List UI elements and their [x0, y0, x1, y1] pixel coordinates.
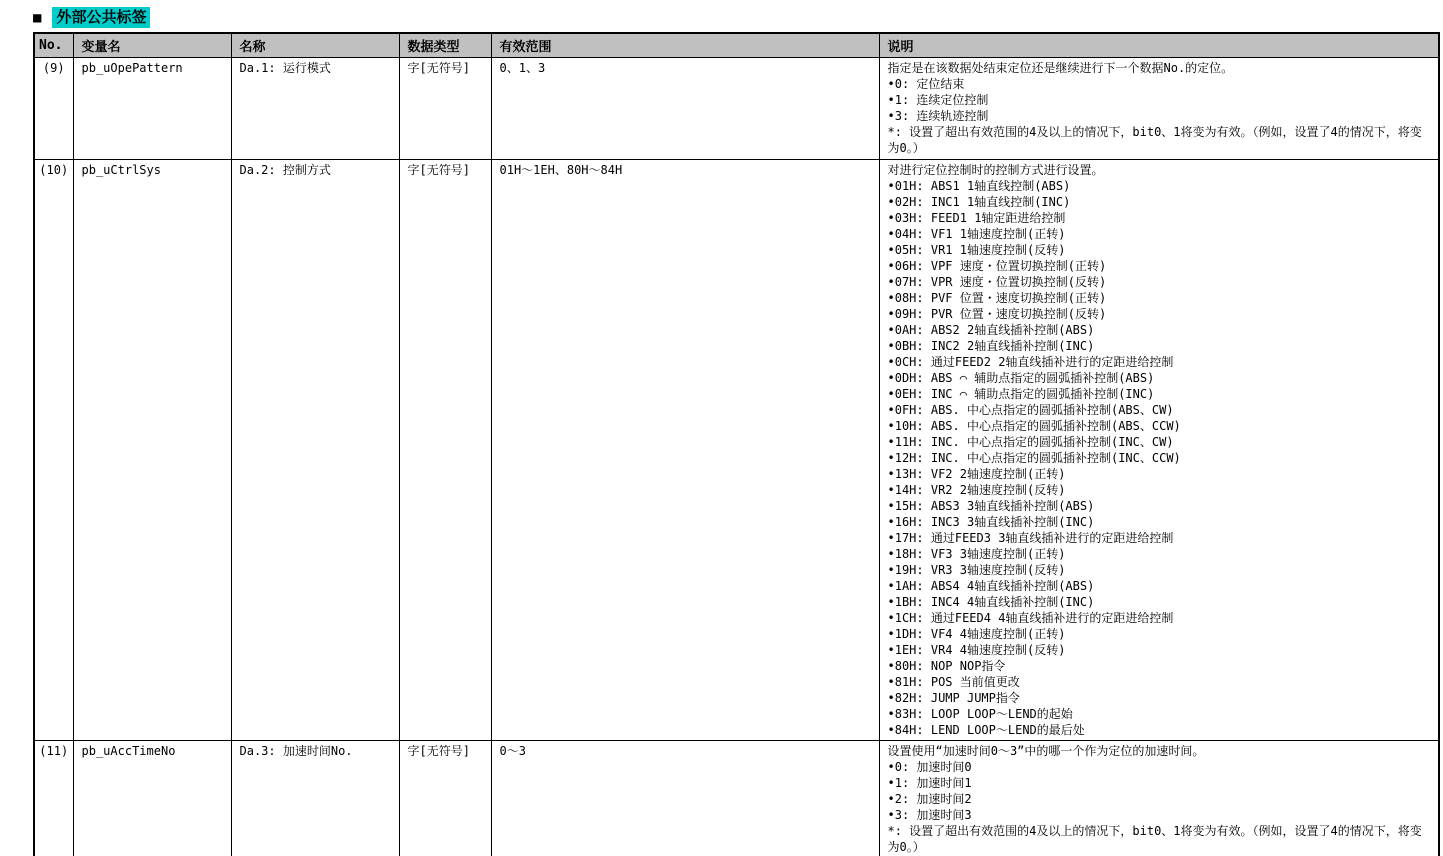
description-line: •19H: VR3 3轴速度控制(反转) [887, 563, 1066, 577]
cell-name: Da.1: 运行模式 [231, 58, 399, 160]
description-line: •0FH: ABS. 中心点指定的圆弧插补控制(ABS、CW) [887, 403, 1174, 417]
description-line: •10H: ABS. 中心点指定的圆弧插补控制(ABS、CCW) [887, 419, 1181, 433]
description-line: •1EH: VR4 4轴速度控制(反转) [887, 643, 1066, 657]
description-line: •05H: VR1 1轴速度控制(反转) [887, 243, 1066, 257]
cell-no: (11) [34, 741, 73, 856]
description-line: •1: 加速时间1 [887, 776, 972, 790]
cell-description [879, 741, 1439, 856]
table-row [34, 58, 1439, 160]
description-line: •02H: INC1 1轴直线控制(INC) [887, 195, 1071, 209]
cell-name: Da.3: 加速时间No. [231, 741, 399, 856]
description-line: •16H: INC3 3轴直线插补控制(INC) [887, 515, 1095, 529]
description-line: •80H: NOP NOP指令 [887, 659, 1006, 673]
description-line: •18H: VF3 3轴速度控制(正转) [887, 547, 1066, 561]
cell-range: 0、1、3 [491, 58, 879, 160]
description-line: •83H: LOOP LOOP～LEND的起始 [887, 707, 1073, 721]
description-line: •09H: PVR 位置・速度切换控制(反转) [887, 307, 1107, 321]
cell-name: Da.2: 控制方式 [231, 160, 399, 741]
description-line: •17H: 通过FEED3 3轴直线插补进行的定距进给控制 [887, 531, 1174, 545]
description-line: •0AH: ABS2 2轴直线插补控制(ABS) [887, 323, 1095, 337]
description-line: •2: 加速时间2 [887, 792, 972, 806]
description-line: •08H: PVF 位置・速度切换控制(正转) [887, 291, 1107, 305]
cell-datatype: 字[无符号] [399, 741, 491, 856]
description-line: 指定是在该数据处结束定位还是继续进行下一个数据No.的定位。 [887, 61, 1234, 75]
section-title-text: 外部公共标签 [52, 7, 150, 28]
cell-no: (9) [34, 58, 73, 160]
description-line: •0CH: 通过FEED2 2轴直线插补进行的定距进给控制 [887, 355, 1174, 369]
col-header-no: No. [34, 33, 73, 58]
col-header-name: 名称 [231, 33, 399, 58]
col-header-range: 有效范围 [491, 33, 879, 58]
col-header-variable: 变量名 [73, 33, 231, 58]
description-line: •3: 连续轨迹控制 [887, 109, 989, 123]
description-line: •04H: VF1 1轴速度控制(正转) [887, 227, 1066, 241]
col-header-datatype: 数据类型 [399, 33, 491, 58]
description-line: •82H: JUMP JUMP指令 [887, 691, 1020, 705]
description-line: •1CH: 通过FEED4 4轴直线插补进行的定距进给控制 [887, 611, 1174, 625]
description-line: •81H: POS 当前值更改 [887, 675, 1020, 689]
description-line: •13H: VF2 2轴速度控制(正转) [887, 467, 1066, 481]
description-line: •1AH: ABS4 4轴直线插补控制(ABS) [887, 579, 1095, 593]
table-row [34, 741, 1439, 856]
spec-table [33, 32, 1440, 856]
col-header-description: 说明 [879, 33, 1439, 58]
cell-datatype: 字[无符号] [399, 160, 491, 741]
cell-variable: pb_uCtrlSys [73, 160, 231, 741]
description-line: •1: 连续定位控制 [887, 93, 989, 107]
description-line: •0: 定位结束 [887, 77, 965, 91]
section-title [33, 7, 1443, 28]
description-line: •0DH: ABS ⌒ 辅助点指定的圆弧插补控制(ABS) [887, 371, 1155, 385]
cell-range: 01H～1EH、80H～84H [491, 160, 879, 741]
description-line: 设置使用“加速时间0～3”中的哪一个作为定位的加速时间。 [887, 744, 1205, 758]
description-line: 对进行定位控制时的控制方式进行设置。 [887, 163, 1104, 177]
cell-variable: pb_uAccTimeNo [73, 741, 231, 856]
table-row [34, 160, 1439, 741]
description-line: •3: 加速时间3 [887, 808, 972, 822]
description-line: •84H: LEND LOOP～LEND的最后处 [887, 723, 1085, 737]
section-bullet-icon: ■ [33, 10, 42, 26]
cell-description [879, 160, 1439, 741]
description-line: •11H: INC. 中心点指定的圆弧插补控制(INC、CW) [887, 435, 1174, 449]
description-line: *: 设置了超出有效范围的4及以上的情况下，bit0、1将变为有效。（例如，设置了4的情况下，将变为0。） [887, 824, 1422, 854]
description-line: •01H: ABS1 1轴直线控制(ABS) [887, 179, 1071, 193]
description-line: •14H: VR2 2轴速度控制(反转) [887, 483, 1066, 497]
cell-variable: pb_uOpePattern [73, 58, 231, 160]
description-line: •0EH: INC ⌒ 辅助点指定的圆弧插补控制(INC) [887, 387, 1155, 401]
description-line: •07H: VPR 速度・位置切换控制(反转) [887, 275, 1107, 289]
description-line: •06H: VPF 速度・位置切换控制(正转) [887, 259, 1107, 273]
description-line: •12H: INC. 中心点指定的圆弧插补控制(INC、CCW) [887, 451, 1181, 465]
cell-datatype: 字[无符号] [399, 58, 491, 160]
cell-no: (10) [34, 160, 73, 741]
cell-range: 0～3 [491, 741, 879, 856]
description-line: •0BH: INC2 2轴直线插补控制(INC) [887, 339, 1095, 353]
description-line: •0: 加速时间0 [887, 760, 972, 774]
cell-description [879, 58, 1439, 160]
description-line: •15H: ABS3 3轴直线插补控制(ABS) [887, 499, 1095, 513]
description-line: •1BH: INC4 4轴直线插补控制(INC) [887, 595, 1095, 609]
table-header-row [34, 33, 1439, 58]
description-line: •1DH: VF4 4轴速度控制(正转) [887, 627, 1066, 641]
description-line: *: 设置了超出有效范围的4及以上的情况下，bit0、1将变为有效。（例如，设置了4的情况下，将变为0。） [887, 125, 1422, 155]
description-line: •03H: FEED1 1轴定距进给控制 [887, 211, 1066, 225]
